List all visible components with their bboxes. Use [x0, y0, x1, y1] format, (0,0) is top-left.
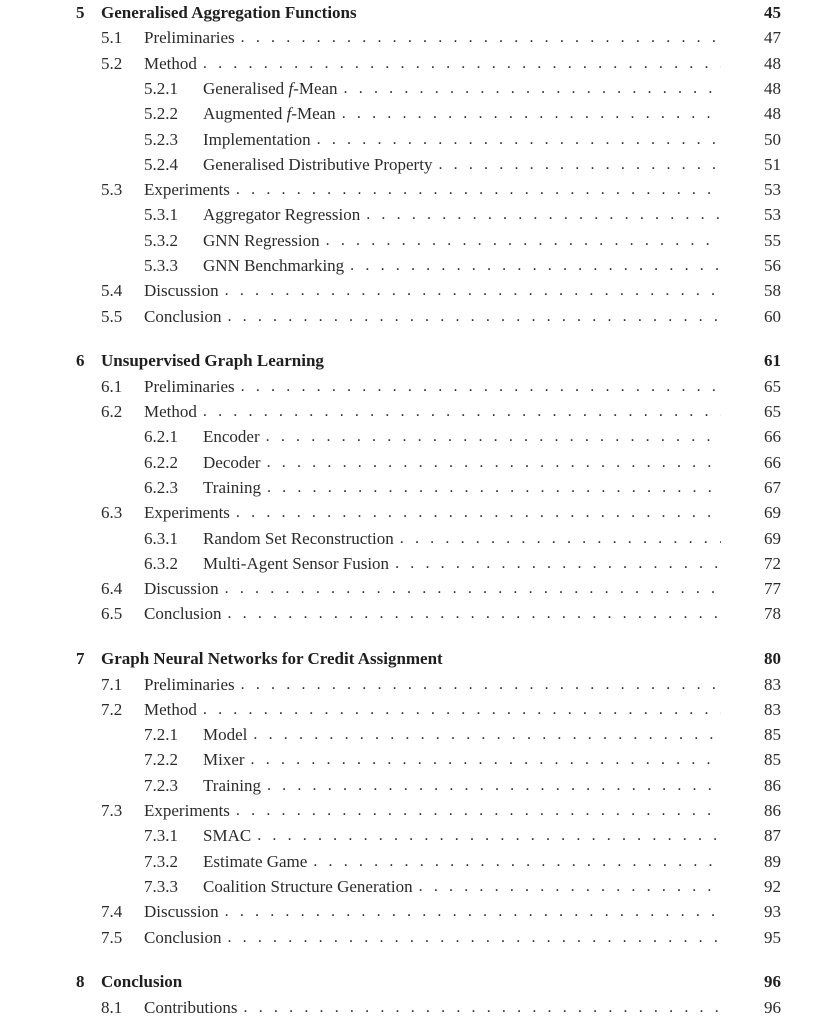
toc-entry-number: 5.2.3: [144, 129, 178, 149]
toc-entry-number: 5.2.1: [144, 78, 178, 98]
toc-entry-number: 5.4: [101, 281, 123, 301]
dot-leader: [241, 374, 721, 399]
toc-entry-title[interactable]: GNN Regression: [203, 228, 326, 253]
toc-subsection-entry[interactable]: [144, 101, 781, 126]
dot-leader: [244, 995, 721, 1020]
toc-entry-title[interactable]: Conclusion: [144, 601, 227, 626]
toc-entry-page-number[interactable]: 53: [764, 180, 781, 200]
toc-entry-number: 7.5: [101, 927, 123, 947]
toc-entry-page-number[interactable]: 85: [764, 750, 781, 770]
dot-leader: [227, 304, 721, 329]
toc-entry-number: 6: [76, 351, 85, 371]
toc-entry-number: 6.1: [101, 376, 123, 396]
toc-entry-number: 7.4: [101, 902, 123, 922]
toc-entry-page-number[interactable]: 65: [764, 402, 781, 421]
toc-entry-page-number[interactable]: 55: [764, 230, 781, 250]
toc-entry-title[interactable]: Mixer: [203, 747, 251, 772]
toc-entry-page-number[interactable]: 92: [764, 876, 781, 896]
toc-entry-number: 7.2: [101, 699, 123, 719]
toc-section-entry[interactable]: [101, 798, 781, 823]
toc-entry-title[interactable]: Method: [144, 51, 203, 76]
toc-entry-page-number[interactable]: 47: [764, 28, 781, 48]
toc-entry-title[interactable]: Graph Neural Networks for Credit Assignment: [101, 646, 449, 671]
toc-entry-number: 6.3.1: [144, 528, 178, 548]
toc-entry-title[interactable]: Conclusion: [144, 925, 227, 950]
dot-leader: [227, 601, 721, 626]
toc-entry-number: 5.3.2: [144, 230, 178, 250]
dot-leader: [236, 177, 721, 202]
toc-entry-page-number[interactable]: 53: [764, 205, 781, 225]
dot-leader: [317, 127, 721, 152]
toc-entry-title[interactable]: Aggregator Regression: [203, 202, 366, 227]
toc-entry-number: 5.2.4: [144, 154, 178, 174]
toc-entry-page-number[interactable]: 51: [764, 154, 781, 174]
dot-leader: [241, 25, 721, 50]
toc-entry-title[interactable]: Generalised f-Mean: [203, 76, 344, 101]
toc-subsection-entry[interactable]: [144, 722, 781, 747]
toc-entry-page-number[interactable]: 96: [764, 997, 781, 1017]
toc-chapter-entry[interactable]: [76, 0, 781, 25]
dot-leader: [400, 526, 721, 551]
toc-section-entry[interactable]: [101, 500, 781, 525]
toc-subsection-entry[interactable]: [144, 152, 781, 177]
toc-entry-title[interactable]: Generalised Distributive Property: [203, 152, 438, 177]
dot-leader: [203, 697, 721, 722]
toc-entry-title[interactable]: Random Set Reconstruction: [203, 526, 400, 551]
toc-entry-page-number[interactable]: 66: [764, 427, 781, 447]
toc-entry-title[interactable]: GNN Benchmarking: [203, 253, 350, 278]
toc-entry-title[interactable]: Estimate Game: [203, 849, 313, 874]
toc-section-entry[interactable]: [101, 899, 781, 924]
toc-chapter-entry[interactable]: [76, 646, 781, 671]
toc-section-entry[interactable]: [101, 25, 781, 50]
toc-entry-number: 6.2.2: [144, 452, 178, 472]
toc-entry-title[interactable]: Contributions: [144, 995, 244, 1020]
toc-entry-number: 6.2: [101, 402, 123, 421]
toc-entry-title[interactable]: Implementation: [203, 127, 317, 152]
toc-entry-title[interactable]: Unsupervised Graph Learning: [101, 348, 330, 373]
toc-entry-number: 7.2.1: [144, 725, 178, 745]
toc-entry-number: 7.3.2: [144, 851, 178, 871]
toc-section-entry[interactable]: [101, 278, 781, 303]
toc-subsection-entry[interactable]: [144, 551, 781, 576]
toc-section-entry[interactable]: [101, 177, 781, 202]
toc-entry-number: 6.2.3: [144, 477, 178, 497]
dot-leader: [225, 278, 721, 303]
toc-subsection-entry[interactable]: [144, 526, 781, 551]
toc-entry-number: 7.3: [101, 801, 123, 820]
toc-entry-page-number[interactable]: 48: [764, 78, 781, 98]
toc-entry-page-number[interactable]: 80: [764, 649, 781, 669]
dot-leader: [225, 576, 721, 601]
toc-entry-number: 5.3.3: [144, 256, 178, 275]
toc-subsection-entry[interactable]: [144, 823, 781, 848]
toc-chapter-entry[interactable]: [76, 969, 781, 994]
toc-entry-title[interactable]: SMAC: [203, 823, 257, 848]
toc-section-entry[interactable]: [101, 374, 781, 399]
toc-entry-number: 6.3.2: [144, 553, 178, 573]
toc-entry-title[interactable]: Encoder: [203, 424, 266, 449]
toc-section-entry[interactable]: [101, 51, 781, 76]
toc-entry-title[interactable]: Generalised Aggregation Functions: [101, 0, 363, 25]
toc-chapter-entry[interactable]: [76, 348, 781, 373]
toc-entry-page-number[interactable]: 66: [764, 452, 781, 472]
toc-entry-page-number[interactable]: 50: [764, 129, 781, 149]
toc-entry-number: 7.2.2: [144, 750, 178, 770]
toc-subsection-entry[interactable]: [144, 228, 781, 253]
toc-entry-number: 8: [76, 972, 85, 992]
toc-entry-page-number[interactable]: 65: [764, 376, 781, 396]
dot-leader: [267, 450, 721, 475]
dot-leader: [313, 849, 721, 874]
toc-entry-page-number[interactable]: 83: [764, 699, 781, 719]
toc-entry-title[interactable]: Method: [144, 697, 203, 722]
toc-entry-page-number[interactable]: 56: [764, 256, 781, 275]
toc-entry-page-number[interactable]: 86: [764, 775, 781, 795]
toc-entry-number: 8.1: [101, 997, 123, 1017]
toc-section-entry[interactable]: [101, 925, 781, 950]
toc-entry-page-number[interactable]: 77: [764, 579, 781, 599]
toc-section-entry[interactable]: [101, 601, 781, 626]
toc-entry-page-number[interactable]: 95: [764, 927, 781, 947]
toc-subsection-entry[interactable]: [144, 874, 781, 899]
toc-subsection-entry[interactable]: [144, 76, 781, 101]
dot-leader: [342, 101, 721, 126]
dot-leader: [419, 874, 721, 899]
toc-entry-page-number[interactable]: 96: [764, 972, 781, 992]
dot-leader: [438, 152, 721, 177]
toc-entry-title[interactable]: Discussion: [144, 899, 225, 924]
toc-subsection-entry[interactable]: [144, 849, 781, 874]
dot-leader: [241, 672, 721, 697]
toc-entry-number: 7: [76, 649, 85, 669]
toc-section-entry[interactable]: [101, 697, 781, 722]
dot-leader: [236, 798, 721, 823]
toc-subsection-entry[interactable]: [144, 475, 781, 500]
toc-entry-page-number[interactable]: 83: [764, 674, 781, 694]
dot-leader: [267, 475, 721, 500]
toc-section-entry[interactable]: [101, 672, 781, 697]
toc-subsection-entry[interactable]: [144, 424, 781, 449]
toc-entry-number: 5: [76, 3, 85, 22]
toc-entry-title[interactable]: Coalition Structure Generation: [203, 874, 419, 899]
toc-entry-number: 7.3.1: [144, 826, 178, 846]
toc-entry-number: 5.5: [101, 306, 123, 326]
toc-entry-page-number[interactable]: 93: [764, 902, 781, 922]
toc-entry-number: 7.3.3: [144, 876, 178, 896]
toc-entry-title[interactable]: Augmented f-Mean: [203, 101, 342, 126]
toc-entry-title[interactable]: Discussion: [144, 576, 225, 601]
toc-entry-page-number[interactable]: 67: [764, 477, 781, 497]
toc-entry-title[interactable]: Discussion: [144, 278, 225, 303]
toc-entry-title[interactable]: Preliminaries: [144, 374, 241, 399]
toc-entry-number: 6.4: [101, 579, 123, 599]
dot-leader: [225, 899, 721, 924]
toc-entry-page-number[interactable]: 87: [764, 826, 781, 846]
toc-entry-page-number[interactable]: 78: [764, 604, 781, 624]
toc-entry-page-number[interactable]: 69: [764, 503, 781, 523]
dot-leader: [257, 823, 721, 848]
dot-leader: [253, 722, 721, 747]
toc-entry-title[interactable]: Decoder: [203, 450, 267, 475]
dot-leader: [227, 925, 721, 950]
toc-entry-number: 7.2.3: [144, 775, 178, 795]
toc-entry-title[interactable]: Preliminaries: [144, 25, 241, 50]
toc-entry-number: 6.3: [101, 503, 123, 523]
toc-subsection-entry[interactable]: [144, 253, 781, 278]
toc-entry-page-number[interactable]: 48: [764, 53, 781, 73]
toc-entry-page-number[interactable]: 89: [764, 851, 781, 871]
toc-entry-page-number[interactable]: 86: [764, 801, 781, 820]
toc-subsection-entry[interactable]: [144, 450, 781, 475]
dot-leader: [326, 228, 721, 253]
toc-entry-title[interactable]: Preliminaries: [144, 672, 241, 697]
toc-entry-number: 5.2: [101, 53, 123, 73]
toc-entry-title[interactable]: Experiments: [144, 177, 236, 202]
toc-section-entry[interactable]: [101, 576, 781, 601]
toc-entry-page-number[interactable]: 69: [764, 528, 781, 548]
toc-entry-title[interactable]: Method: [144, 399, 203, 424]
toc-section-entry[interactable]: [101, 995, 781, 1020]
toc-entry-page-number[interactable]: 85: [764, 725, 781, 745]
toc-entry-title[interactable]: Multi-Agent Sensor Fusion: [203, 551, 395, 576]
toc-entry-number: 5.2.2: [144, 104, 178, 124]
dot-leader: [251, 747, 721, 772]
toc-subsection-entry[interactable]: [144, 127, 781, 152]
toc-entry-number: 6.2.1: [144, 427, 178, 447]
toc-entry-title[interactable]: Training: [203, 773, 267, 798]
toc-entry-number: 5.3: [101, 180, 123, 200]
toc-subsection-entry[interactable]: [144, 747, 781, 772]
dot-leader: [350, 253, 721, 278]
dot-leader: [395, 551, 721, 576]
toc-section-entry[interactable]: [101, 304, 781, 329]
toc-subsection-entry[interactable]: [144, 773, 781, 798]
toc-entry-number: 5.3.1: [144, 205, 178, 225]
toc-entry-page-number[interactable]: 72: [764, 553, 781, 573]
toc-entry-page-number[interactable]: 61: [764, 351, 781, 371]
toc-entry-page-number[interactable]: 45: [764, 3, 781, 22]
toc-entry-number: 5.1: [101, 28, 123, 48]
dot-leader: [266, 424, 721, 449]
toc-entry-number: 7.1: [101, 674, 123, 694]
toc-entry-number: 6.5: [101, 604, 123, 624]
dot-leader: [203, 399, 721, 424]
toc-entry-title[interactable]: Conclusion: [144, 304, 227, 329]
dot-leader: [203, 51, 721, 76]
toc-section-entry[interactable]: [101, 399, 781, 424]
toc-entry-page-number[interactable]: 58: [764, 281, 781, 301]
dot-leader: [236, 500, 721, 525]
toc-entry-page-number[interactable]: 48: [764, 104, 781, 124]
dot-leader: [267, 773, 721, 798]
toc-entry-title[interactable]: Experiments: [144, 500, 236, 525]
toc-entry-page-number[interactable]: 60: [764, 306, 781, 326]
toc-entry-title[interactable]: Experiments: [144, 798, 236, 823]
toc-entry-title[interactable]: Conclusion: [101, 969, 188, 994]
dot-leader: [344, 76, 721, 101]
toc-subsection-entry[interactable]: [144, 202, 781, 227]
dot-leader: [366, 202, 721, 227]
toc-entry-title[interactable]: Training: [203, 475, 267, 500]
toc-entry-title[interactable]: Model: [203, 722, 253, 747]
